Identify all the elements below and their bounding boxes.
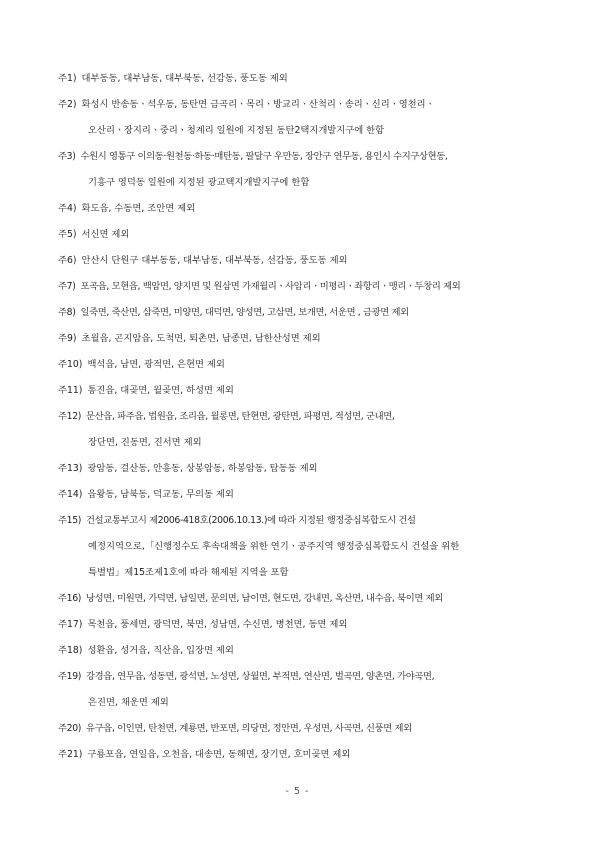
footnote-text: 특별법」제15조제1호에 따라 해제된 지역을 포함: [88, 567, 289, 578]
footnote-text: 통진읍, 대곶면, 월곶면, 하성면 제외: [87, 385, 234, 396]
footnote-item: [58, 612, 546, 638]
footnote-first-line: [58, 66, 546, 92]
footnote-label: 주4): [58, 203, 77, 214]
footnote-text: 은진면, 채운면 제외: [88, 697, 169, 708]
footnote-label: 주10): [58, 359, 83, 370]
footnote-label: 주13): [58, 463, 83, 474]
footnote-first-line: [58, 586, 546, 612]
footnote-first-line: [58, 456, 546, 482]
footnote-item: [58, 664, 546, 716]
footnote-label: 주18): [58, 645, 83, 656]
footnote-item: [58, 638, 546, 664]
footnote-label: 주7): [58, 281, 76, 292]
footnote-item: [58, 248, 546, 274]
footnote-text: 백석읍, 남면, 광적면, 은현면 제외: [87, 359, 225, 370]
footnote-item: [58, 378, 546, 404]
footnote-label: 주2): [58, 99, 77, 110]
footnote-text: 광암동, 걸산동, 안흥동, 상봉암동, 하봉암동, 탑동동 제외: [87, 463, 318, 474]
footnote-first-line: [58, 638, 546, 664]
footnote-label: 주9): [58, 333, 77, 344]
footnote-first-line: [58, 404, 546, 430]
footnote-item: [58, 196, 546, 222]
footnote-item: [58, 222, 546, 248]
footnote-first-line: [58, 378, 546, 404]
footnote-list: [58, 66, 546, 768]
footnote-text: 대부동동, 대부남동, 대부북동, 선감동, 풍도동 제외: [81, 73, 288, 84]
footnote-label: 주19): [58, 671, 82, 682]
footnote-text: 문산읍, 파주읍, 법원읍, 조리읍, 월롱면, 탄현면, 광탄면, 파평면, 적성면, 군내면,: [86, 411, 395, 422]
footnote-text: 강경읍, 연무읍, 성동면, 광석면, 노성면, 상월면, 부적면, 연산면, 벌곡면, 양촌면, 가야곡면,: [86, 671, 435, 682]
footnote-text: 수원시 영통구 이의동·원천동·하동·매탄동, 팔달구 우만동, 장안구 연무동, 용인시 수지구상현동,: [80, 151, 448, 162]
footnote-label: 주8): [58, 307, 76, 318]
footnote-text: 장단면, 진동면, 진서면 제외: [88, 437, 202, 448]
footnote-first-line: [58, 144, 546, 170]
footnote-first-line: [58, 92, 546, 118]
footnote-label: 주6): [58, 255, 77, 266]
footnote-label: 주14): [58, 489, 83, 500]
footnote-label: 주5): [58, 229, 77, 240]
footnote-item: [58, 742, 546, 768]
footnote-first-line: [58, 326, 546, 352]
page-number: - 5 -: [285, 786, 310, 797]
footnote-item: [58, 404, 546, 456]
footnote-label: 주11): [58, 385, 83, 396]
footnote-text: 유구읍, 이인면, 탄천면, 계룡면, 반포면, 의당면, 정안면, 우성면, 사곡면, 신풍면 제외: [86, 723, 412, 734]
footnote-text: 낭성면, 미원면, 가덕면, 남일면, 문의면, 남이면, 현도면, 강내면, 옥산면, 내수읍, 북이면 제외: [86, 593, 443, 604]
footnote-text: 화도읍, 수동면, 조안면 제외: [81, 203, 196, 214]
footnote-continuation-line: [58, 118, 546, 144]
footnote-item: [58, 508, 546, 586]
footnote-text: 안산시 단원구 대부동동, 대부남동, 대부북동, 선감동, 풍도동 제외: [81, 255, 348, 266]
footnote-label: 주12): [58, 411, 82, 422]
footnote-item: [58, 456, 546, 482]
footnote-label: 주3): [58, 151, 76, 162]
footnote-label: 주20): [58, 723, 82, 734]
footnote-first-line: [58, 482, 546, 508]
footnote-item: [58, 352, 546, 378]
footnote-first-line: [58, 248, 546, 274]
footnote-continuation-line: [58, 534, 546, 560]
footnote-first-line: [58, 222, 546, 248]
footnote-item: [58, 144, 546, 196]
footnote-first-line: [58, 352, 546, 378]
footnote-text: 읍왕동, 남북동, 덕교동, 무의동 제외: [87, 489, 234, 500]
footnote-first-line: [58, 664, 546, 690]
footnote-first-line: [58, 612, 546, 638]
footnote-continuation-line: [58, 430, 546, 456]
footnote-first-line: [58, 274, 546, 300]
footnote-text: 일죽면, 죽산면, 삼죽면, 미양면, 대덕면, 양성면, 고삼면, 보개면, 서운면 , 금광면 제외: [80, 307, 409, 318]
footnote-item: [58, 66, 546, 92]
footnote-label: 주17): [58, 619, 83, 630]
footnote-text: 화성시 반송동ㆍ석우동, 동탄면 금곡리ㆍ목리ㆍ방교리ㆍ산척리ㆍ송리ㆍ신리ㆍ영천리ㆍ: [81, 99, 435, 110]
footnote-first-line: [58, 716, 546, 742]
footnote-item: [58, 482, 546, 508]
footnote-label: 주21): [58, 749, 83, 760]
footnote-text: 기흥구 영덕동 일원에 지정된 광교택지개발지구에 한함: [88, 177, 310, 188]
footnote-continuation-line: [58, 560, 546, 586]
footnote-item: [58, 92, 546, 144]
footnote-item: [58, 300, 546, 326]
footnote-text: 구룡포읍, 연일읍, 오천읍, 대송면, 동해면, 장기면, 호미곶면 제외: [87, 749, 351, 760]
footnote-first-line: [58, 300, 546, 326]
footnote-continuation-line: [58, 170, 546, 196]
footnote-item: [58, 326, 546, 352]
footnote-first-line: [58, 196, 546, 222]
footnote-item: [58, 586, 546, 612]
footnote-first-line: [58, 508, 546, 534]
footnote-text: 예정지역으로,「신행정수도 후속대책을 위한 연기ㆍ공주지역 행정중심복합도시 건설을 위한: [88, 541, 460, 552]
footnote-continuation-line: [58, 690, 546, 716]
footnote-label: 주15): [58, 515, 82, 526]
footnote-label: 주16): [58, 593, 82, 604]
footnote-text: 건설교통부고시 제2006-418호(2006.10.13.)에 따라 지정된 행정중심복합도시 건설: [86, 515, 416, 526]
footnote-text: 포곡읍, 모현읍, 백암면, 양지면 및 원삼면 가재월리ㆍ사암리ㆍ미평리ㆍ좌항리ㆍ맹리ㆍ두창리 제외: [80, 281, 461, 292]
footnote-text: 성환읍, 성거읍, 직산읍, 입장면 제외: [87, 645, 234, 656]
footnote-text: 오산리ㆍ장지리ㆍ중리ㆍ청계리 일원에 지정된 동탄2택지개발지구에 한함: [88, 125, 385, 136]
footnote-item: [58, 716, 546, 742]
footnote-item: [58, 274, 546, 300]
footnote-label: 주1): [58, 73, 77, 84]
footnote-first-line: [58, 742, 546, 768]
footnote-text: 초월읍, 곤지암읍, 도척면, 퇴촌면, 남종면, 남한산성면 제외: [81, 333, 321, 344]
footnote-text: 서신면 제외: [81, 229, 130, 240]
footnote-text: 목천읍, 풍세면, 광덕면, 북면, 성남면, 수신면, 병천면, 동면 제외: [87, 619, 348, 630]
